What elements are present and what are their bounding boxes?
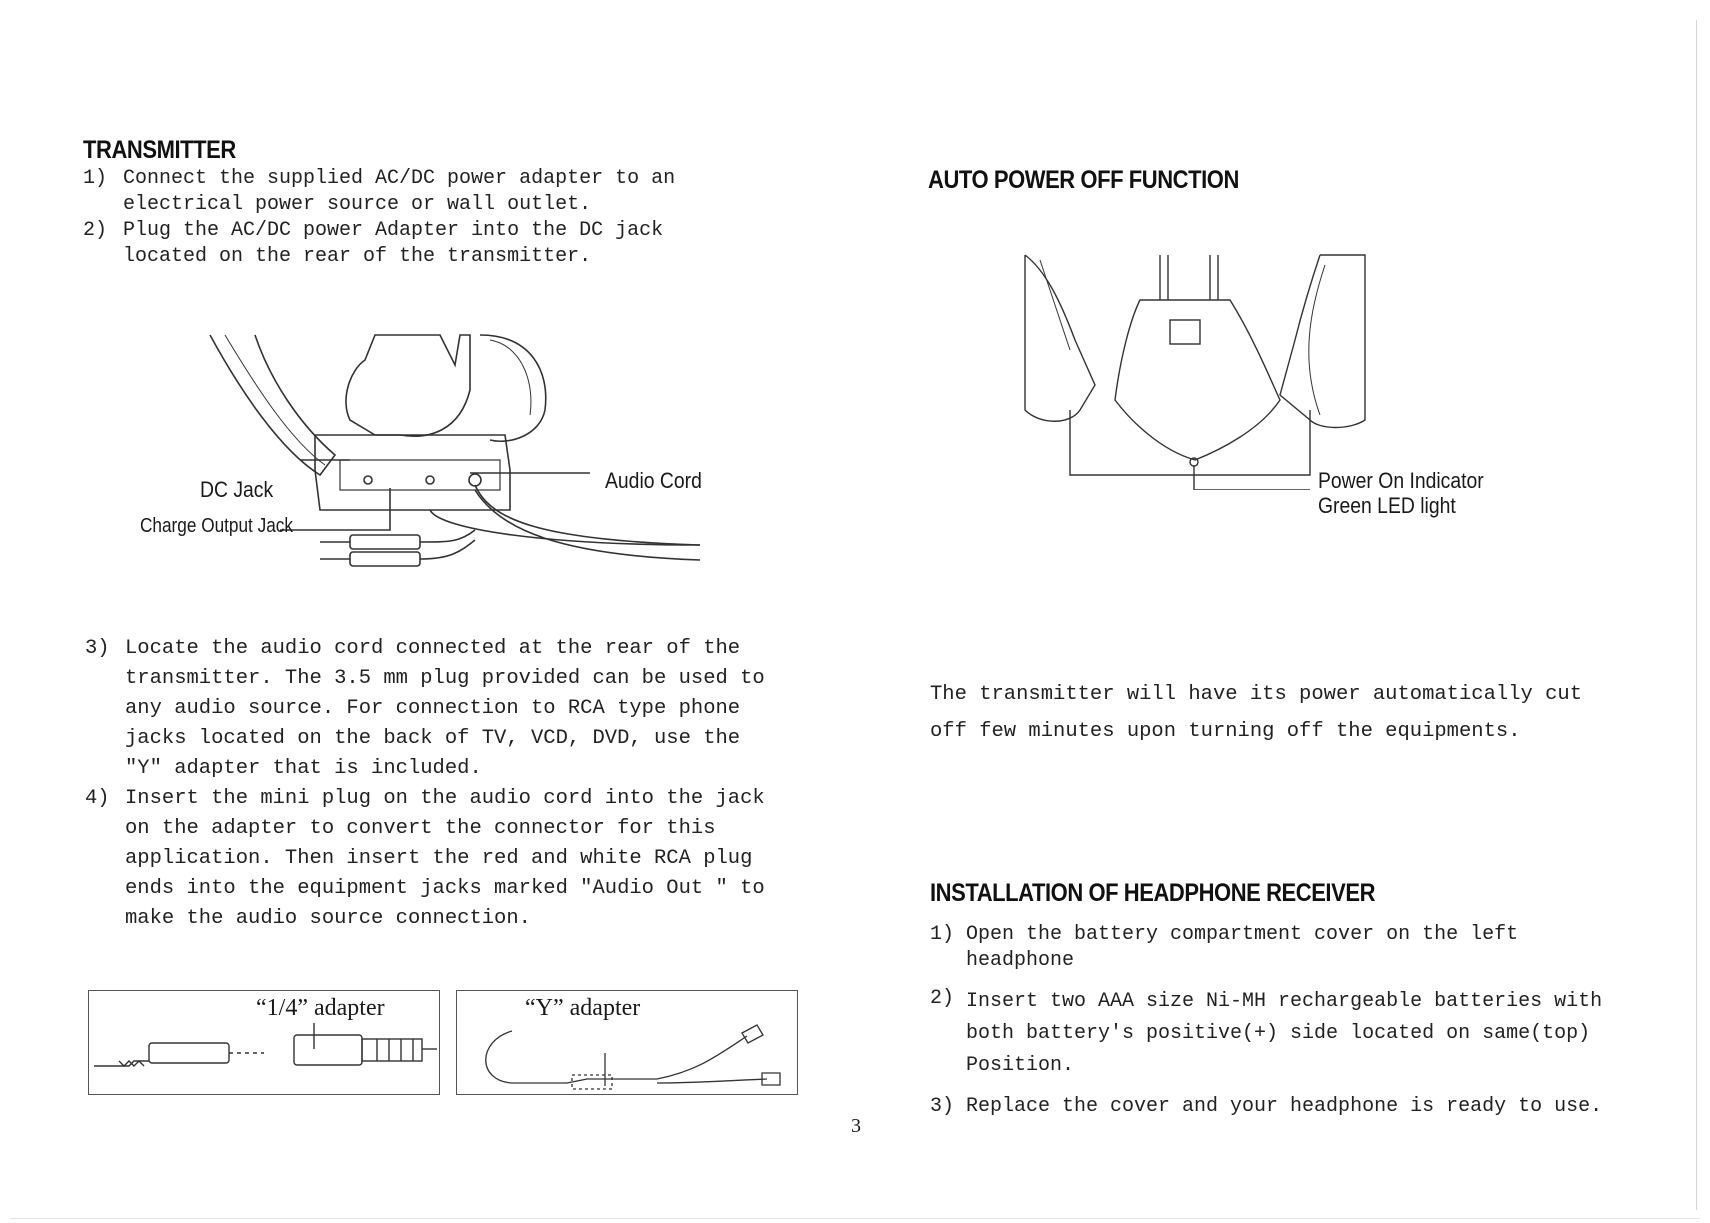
dc-jack-label: DC Jack	[200, 477, 274, 502]
transmitter-steps	[83, 166, 753, 270]
step-text: Plug the AC/DC power Adapter into the DC jack located on the rear of the transmitter.	[123, 219, 664, 268]
list-item	[85, 784, 785, 934]
list-item	[83, 166, 753, 218]
step-text: Replace the cover and your headphone is ready to use.	[966, 1095, 1603, 1118]
page-edge-bottom	[10, 1218, 1700, 1219]
installation-heading: INSTALLATION OF HEADPHONE RECEIVER	[930, 879, 1376, 907]
page-edge-right	[1696, 20, 1697, 1210]
headphone-base-diagram	[1020, 250, 1400, 490]
step-text: Connect the supplied AC/DC power adapter to an electrical power source or wall outlet.	[123, 167, 676, 216]
transmitter-steps-continued	[85, 634, 785, 934]
power-indicator-label: Power On Indicator	[1318, 468, 1484, 493]
list-item	[85, 634, 785, 784]
step-number: 2)	[930, 987, 955, 1010]
list-item	[930, 922, 1630, 974]
list-item	[930, 1094, 1630, 1120]
green-led-label: Green LED light	[1318, 493, 1456, 518]
auto-power-description: The transmitter will have its power automatically cut off few minutes upon turning off the equipments.	[930, 683, 1583, 743]
y-adapter-figure	[456, 990, 798, 1095]
step-number: 4)	[85, 787, 110, 810]
quarter-inch-adapter-drawing	[89, 1021, 439, 1091]
step-number: 3)	[930, 1095, 955, 1118]
step-text: Insert the mini plug on the audio cord into the jack on the adapter to convert the connector for this application. Then insert the red and white RCA plug ends into the equipment jacks marked "Audio Out " to make the audio source connection.	[125, 787, 765, 930]
list-item	[930, 986, 1630, 1082]
step-text: Insert two AAA size Ni-MH rechargeable batteries with both battery's positive(+) side located on same(top) Position.	[966, 990, 1603, 1077]
auto-power-heading: AUTO POWER OFF FUNCTION	[928, 166, 1239, 194]
step-text: Open the battery compartment cover on the left headphone	[966, 923, 1519, 972]
audio-cord-label: Audio Cord	[605, 468, 702, 493]
page-number: 3	[851, 1115, 861, 1137]
step-number: 3)	[85, 637, 110, 660]
step-text: Locate the audio cord connected at the rear of the transmitter. The 3.5 mm plug provided can be used to any audio source. For connection to RCA type phone jacks located on the back of TV, VCD, DVD, use the "Y" adapter that is included.	[125, 637, 765, 780]
y-adapter-drawing	[457, 1021, 797, 1091]
transmitter-heading: TRANSMITTER	[83, 136, 236, 164]
step-number: 1)	[83, 167, 108, 190]
installation-steps	[930, 922, 1630, 1120]
transmitter-rear-diagram	[200, 330, 720, 600]
quarter-inch-adapter-label: “1/4” adapter	[256, 995, 385, 1021]
list-item	[83, 218, 753, 270]
charge-output-jack-label: Charge Output Jack	[140, 515, 293, 537]
step-number: 2)	[83, 219, 108, 242]
quarter-inch-adapter-figure	[88, 990, 440, 1095]
step-number: 1)	[930, 923, 955, 946]
y-adapter-label: “Y” adapter	[525, 995, 641, 1021]
